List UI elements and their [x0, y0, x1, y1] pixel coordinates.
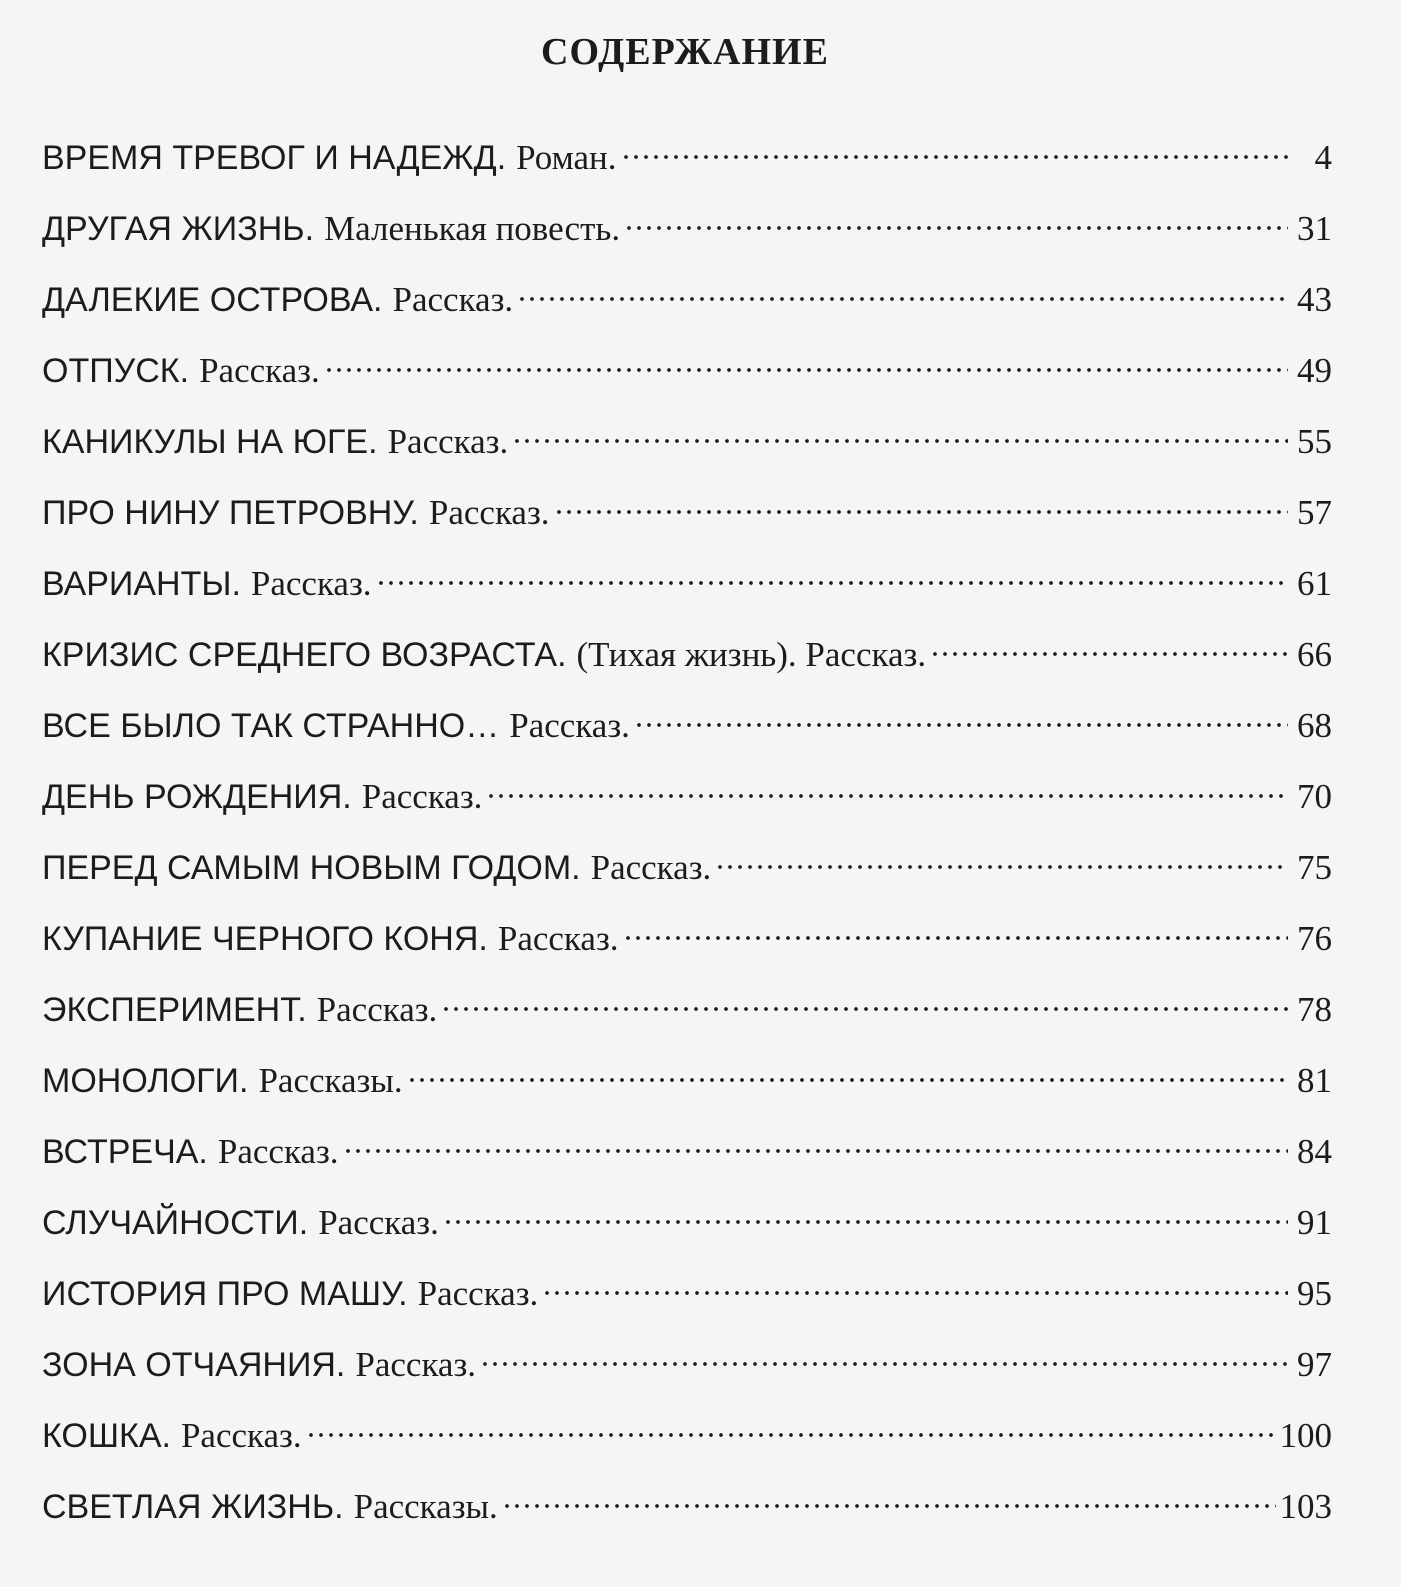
toc-entry-title: ЭКСПЕРИМЕНТ.	[42, 991, 307, 1029]
dot-leader	[512, 438, 1288, 444]
toc-entry-kind: Рассказ.	[361, 777, 483, 816]
toc-entry-title: ВРЕМЯ ТРЕВОГ И НАДЕЖД.	[42, 139, 507, 177]
table-of-contents	[42, 122, 1332, 1542]
toc-entry-page-number: 81	[1297, 1061, 1332, 1100]
toc-entry-kind: Рассказ.	[199, 351, 320, 390]
toc-entry-page-number: 61	[1297, 564, 1332, 603]
toc-entry	[42, 619, 1332, 690]
toc-entry-kind: Рассказ.	[392, 280, 514, 319]
toc-entry	[42, 477, 1332, 548]
toc-entry-page-number: 49	[1297, 351, 1332, 390]
toc-entry-page-number: 103	[1279, 1487, 1332, 1526]
toc-entry-kind: Рассказ.	[590, 848, 712, 887]
toc-entry-page-number: 78	[1297, 990, 1332, 1029]
toc-entry-page-number: 76	[1297, 919, 1332, 958]
dot-leader	[634, 722, 1288, 728]
toc-entry	[42, 548, 1332, 619]
toc-entry-page-number: 95	[1297, 1274, 1332, 1313]
toc-entry-title: КОШКА.	[42, 1417, 171, 1455]
toc-entry	[42, 690, 1332, 761]
toc-entry-page-number: 43	[1297, 280, 1332, 319]
dot-leader	[441, 1006, 1288, 1012]
toc-entry-kind: Рассказы.	[353, 1487, 498, 1526]
dot-leader	[324, 367, 1288, 373]
toc-entry-kind: Рассказ.	[180, 1416, 302, 1455]
toc-entry-kind: Рассказ.	[318, 1203, 439, 1242]
toc-entry	[42, 1187, 1332, 1258]
toc-entry-page-number: 84	[1297, 1132, 1332, 1171]
toc-entry	[42, 974, 1332, 1045]
toc-entry-title: КУПАНИЕ ЧЕРНОГО КОНЯ.	[42, 920, 488, 958]
dot-leader	[621, 154, 1288, 160]
toc-entry-page-number: 91	[1297, 1203, 1332, 1242]
toc-entry-title: КАНИКУЛЫ НА ЮГЕ.	[42, 423, 378, 461]
dot-leader	[715, 864, 1288, 870]
toc-entry-title: ЗОНА ОТЧАЯНИЯ.	[42, 1346, 346, 1384]
toc-entry	[42, 1400, 1332, 1471]
toc-entry-page-number: 75	[1297, 848, 1332, 887]
toc-entry-title: КРИЗИС СРЕДНЕГО ВОЗРАСТА.	[42, 636, 567, 674]
toc-entry	[42, 1329, 1332, 1400]
toc-entry-page-number: 97	[1297, 1345, 1332, 1384]
toc-entry-kind: Маленькая повесть.	[324, 209, 621, 248]
toc-entry-kind: Рассказ.	[497, 919, 619, 958]
dot-leader	[623, 935, 1288, 941]
toc-entry-title: СЛУЧАЙНОСТИ.	[42, 1204, 309, 1242]
page-title: СОДЕРЖАНИЕ	[541, 31, 829, 73]
toc-entry-title: ПРО НИНУ ПЕТРОВНУ.	[42, 494, 419, 532]
toc-entry-title: СВЕТЛАЯ ЖИЗНЬ.	[42, 1488, 344, 1526]
toc-entry-title: ВСЕ БЫЛО ТАК СТРАННО…	[42, 707, 500, 745]
toc-entry-page-number: 4	[1314, 138, 1332, 177]
toc-entry	[42, 406, 1332, 477]
dot-leader	[306, 1432, 1276, 1438]
toc-entry	[42, 1045, 1332, 1116]
toc-entry	[42, 264, 1332, 335]
toc-entry	[42, 903, 1332, 974]
toc-entry-kind: Рассказ.	[316, 990, 438, 1029]
dot-leader	[486, 793, 1288, 799]
toc-entry-title: ПЕРЕД САМЫМ НОВЫМ ГОДОМ.	[42, 849, 581, 887]
toc-entry-title: ДЕНЬ РОЖДЕНИЯ.	[42, 778, 352, 816]
toc-entry-page-number: 68	[1297, 706, 1332, 745]
dot-leader	[343, 1148, 1288, 1154]
dot-leader	[930, 651, 1288, 657]
toc-entry-page-number: 100	[1279, 1416, 1332, 1455]
toc-entry	[42, 1258, 1332, 1329]
toc-entry-kind: Рассказ.	[387, 422, 509, 461]
toc-entry-page-number: 55	[1297, 422, 1332, 461]
toc-entry	[42, 1471, 1332, 1542]
toc-entry-kind: Рассказы.	[258, 1061, 403, 1100]
toc-entry-kind: Рассказ.	[250, 564, 372, 603]
toc-entry-page-number: 66	[1297, 635, 1332, 674]
toc-entry	[42, 761, 1332, 832]
toc-entry-kind: Рассказ.	[428, 493, 550, 532]
toc-entry-page-number: 31	[1297, 209, 1332, 248]
toc-entry	[42, 832, 1332, 903]
toc-entry-kind: (Тихая жизнь). Рассказ.	[576, 635, 927, 674]
toc-entry-kind: Рассказ.	[417, 1274, 539, 1313]
dot-leader	[443, 1219, 1288, 1225]
dot-leader	[502, 1503, 1276, 1509]
toc-entry	[42, 122, 1332, 193]
dot-leader	[376, 580, 1288, 586]
toc-entry-title: ИСТОРИЯ ПРО МАШУ.	[42, 1275, 408, 1313]
toc-entry-kind: Рассказ.	[355, 1345, 477, 1384]
dot-leader	[480, 1361, 1288, 1367]
toc-entry	[42, 1116, 1332, 1187]
toc-entry-title: ДРУГАЯ ЖИЗНЬ.	[42, 210, 315, 248]
toc-entry-title: МОНОЛОГИ.	[42, 1062, 249, 1100]
dot-leader	[624, 225, 1288, 231]
dot-leader	[554, 509, 1288, 515]
dot-leader	[517, 296, 1288, 302]
toc-entry-title: ОТПУСК.	[42, 352, 190, 390]
toc-entry-title: ВАРИАНТЫ.	[42, 565, 241, 603]
dot-leader	[407, 1077, 1288, 1083]
toc-entry-title: ВСТРЕЧА.	[42, 1133, 208, 1171]
toc-entry	[42, 193, 1332, 264]
toc-entry-title: ДАЛЕКИЕ ОСТРОВА.	[42, 281, 383, 319]
toc-entry-kind: Рассказ.	[217, 1132, 339, 1171]
toc-entry-kind: Рассказ.	[509, 706, 630, 745]
dot-leader	[542, 1290, 1288, 1296]
toc-entry-kind: Роман.	[516, 138, 617, 177]
toc-entry-page-number: 57	[1297, 493, 1332, 532]
toc-entry-page-number: 70	[1297, 777, 1332, 816]
toc-entry	[42, 335, 1332, 406]
